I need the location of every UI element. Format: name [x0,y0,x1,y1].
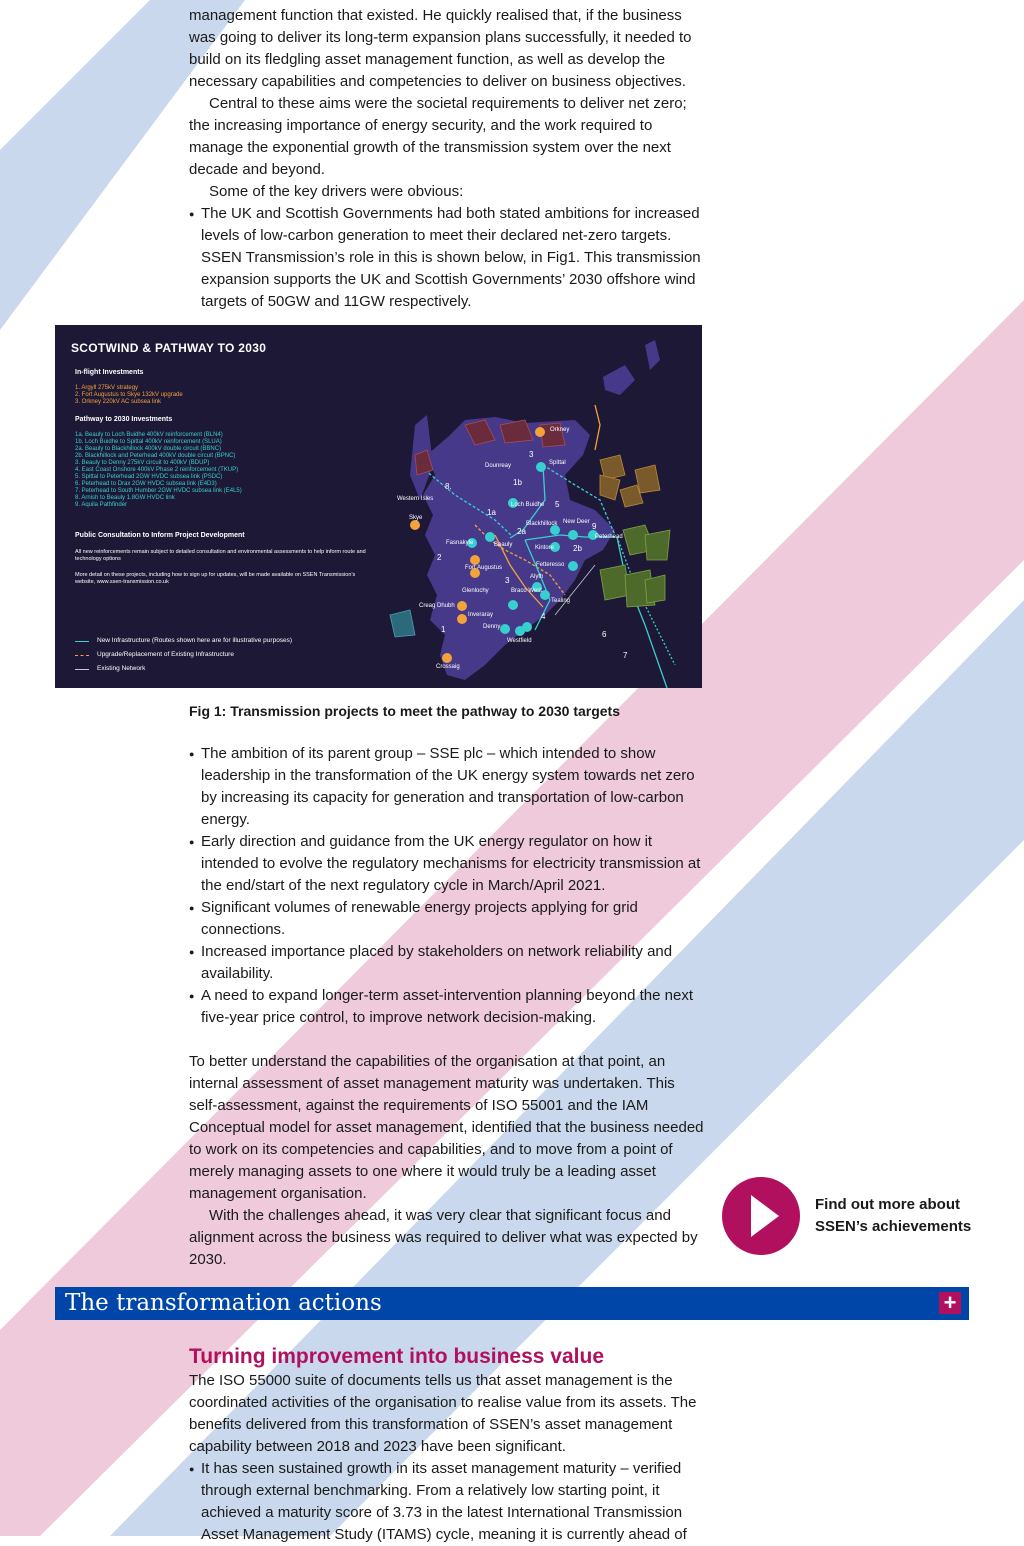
map-label-alyth: Alyth [530,574,544,580]
map-label-fetteresso: Fetteresso [536,562,565,568]
list-item: ● Significant volumes of renewable energy projects applying for grid connections. [189,897,704,941]
list-item: 7. Peterhead to South Humber 2GW HVDC subsea link (E4L5) [75,488,242,494]
map-label-dounreay: Dounreay [485,463,512,469]
route-number: 6 [602,630,607,639]
inflight-heading: In-flight Investments [75,369,144,376]
map-label-fasnakyle: Fasnakyle [446,540,474,546]
map-label-creag-dhubh: Creag Dhubh [419,603,455,609]
bullet-list-1 [189,203,704,313]
paragraph-challenges: With the challenges ahead, it was very clear that significant focus and alignment across the business was required to deliver what was expected by 2030. [189,1207,698,1268]
map-label-tealing: Tealing [551,598,571,604]
route-number: 1 [441,625,446,634]
paragraph-aims: Central to these aims were the societal requirements to deliver net zero; the increasing importance of energy security, and the work required to manage the exponential growth of the transmission system over the next decade and beyond. [189,95,687,178]
paragraph-intro: management function that existed. He quickly realised that, if the business was going to deliver its long-term expansion plans successfully, it needed to build on its fledgling asset management function, as well as develop the necessary capabilities and competencies to deliver on business objectives. [189,7,692,90]
paragraph-iso: The ISO 55000 suite of documents tells us that asset management is the coordinated activities of the organisation to realise value from its assets. The benefits delivered from this transformation of SSEN’s asset management capability between 2018 and 2023 have been significant. [189,1372,697,1455]
pathway-list [75,432,242,509]
paragraph-drivers-intro: Some of the key drivers were obvious: [209,183,464,200]
map-label-orkney: Orkney [550,427,570,433]
route-number: 1a [487,508,496,517]
map-label-peterhead: Peterhead [595,534,623,540]
legend-existing: Existing Network [97,665,146,672]
map-label-loch-buidhe: Loch Buidhe [511,502,545,508]
map-label-new-deer: New Deer [563,519,590,525]
route-number: 8. [445,482,452,491]
legend-swatch-new [75,641,89,642]
list-item: 4. East Coast Onshore 400kV Phase 2 reinforcement (TKUP) [75,467,239,473]
map-label-skye: Skye [409,515,423,521]
list-item: ● It has seen sustained growth in its asset management maturity – verified through external benchmarking. From a relatively low starting point, it achieved a maturity score of 3.73 in the latest International Transmission Asset Management Study (ITAMS) cycle, meaning it is currently ahead of [189,1458,704,1546]
drivers-list-section [189,743,704,1029]
expand-plus-button[interactable]: + [939,1292,961,1314]
list-item: ● Increased importance placed by stakeholders on network reliability and availability. [189,941,704,985]
route-number: 1b [513,478,522,487]
map-label-blackhillock: Blackhillock [526,521,558,527]
route-number: 9 [592,522,597,531]
paragraph-assessment: To better understand the capabilities of the organisation at that point, an internal assessment of asset management maturity was undertaken. This self-assessment, against the requirements of ISO 55001 and the IAM Conceptual model for asset management, identified that the business needed to work on its competencies and capabilities, and to move from a point of merely managing assets to one where it would truly be a leading asset management organisation. [189,1053,704,1202]
section-header-bar [55,1287,969,1320]
scotwind-map-figure [55,325,702,688]
list-item: 1b. Loch Buidhe to Spittal 400kV reinforcement (SLUA) [75,439,222,445]
map-label-spittal: Spittal [549,460,566,466]
route-number: 2b [573,544,582,553]
list-item: 6. Peterhead to Drax 2GW HVDC subsea link (E4D3) [75,481,217,487]
map-label-fort-augustus: Fort Augustus [465,565,503,571]
legend-new: New Infrastructure (Routes shown here are for illustrative purposes) [97,637,293,644]
figure-caption: Fig 1: Transmission projects to meet the pathway to 2030 targets [189,703,621,719]
route-number: 2 [437,553,442,562]
figure-title: SCOTWIND & PATHWAY TO 2030 [71,341,267,355]
map-label-crossaig: Crossaig [436,664,460,670]
legend-swatch-upgrade [75,655,89,656]
find-out-more-link[interactable]: Find out more about SSEN’s achievements [815,1196,972,1235]
consult-note-2: More detail on these projects, including how to sign up for updates, will be made available on SSEN Transmission’s website, www.ssen-transmission.co.uk [75,572,356,585]
list-item: ● Early direction and guidance from the UK energy regulator on how it intended to evolve the regulatory mechanisms for electricity transmission at the end/start of the next regulatory cycle in March/April 2021. [189,831,704,897]
route-number: 2a [517,527,526,536]
section-title: The transformation actions [65,1290,382,1316]
route-number: 5 [555,500,560,509]
subheading: Turning improvement into business value [189,1345,605,1368]
list-item: 5. Spittal to Peterhead 2GW HVDC subsea link (PSDC) [75,474,223,480]
route-number: 4 [541,612,546,621]
pathway-heading: Pathway to 2030 Investments [75,416,173,423]
map-label-beauly: Beauly [494,542,513,548]
bullet-list-3 [189,1458,704,1546]
list-item: 9. Aquila Pathfinder [75,502,128,508]
business-value-section [189,1344,704,1546]
legend-swatch-existing [75,669,89,670]
consult-heading: Public Consultation to Inform Project Development [75,532,245,539]
list-item: 3. Beauly to Denny 275kV circuit to 400kV (BDUP) [75,460,210,466]
list-item: 2a. Beauly to Blackhillock 400kV double circuit (BBNC) [75,446,222,452]
map-label-denny: Denny [483,624,501,630]
play-arrow-icon[interactable] [722,1177,800,1255]
list-item: 2b. Blackhillock and Peterhead 400kV double circuit (BPNC) [75,453,236,459]
list-item: ● The UK and Scottish Governments had both stated ambitions for increased levels of low-carbon generation to meet their declared net-zero targets. SSEN Transmission’s role in this is shown below, in Fig1. This transmission expansion supports the UK and Scottish Governments’ 2030 offshore wind targets of 50GW and 11GW respectively. [189,203,704,313]
intro-text [189,5,704,313]
assessment-text [189,1051,704,1271]
list-item: ● The ambition of its parent group – SSE plc – which intended to show leadership in the transformation of the UK energy system towards net zero by increasing its capacity for generation and transportation of low-carbon energy. [189,743,704,831]
list-item: 1a. Beauly to Loch Buidhe 400kV reinforcement (BLN4) [75,432,223,438]
route-number: 3 [529,450,534,459]
route-number: 3 [505,576,510,585]
legend-upgrade: Upgrade/Replacement of Existing Infrastructure [97,651,234,658]
consult-note-1: All new reinforcements remain subject to detailed consultation and environmental assessments to help inform route and technology options [75,549,366,562]
bullet-list-2 [189,743,704,1029]
map-label-kintore: Kintore [535,545,555,551]
list-item: 3. Orkney 220kV AC subsea link [75,399,162,405]
map-label-western-isles: Western Isles [397,496,434,502]
list-item: ● A need to expand longer-term asset-intervention planning beyond the next five-year price control, to improve network decision-making. [189,985,704,1029]
map-label-westfield: Westfield [507,638,532,644]
list-item: 8. Arnish to Beauly 1.8GW HVDC link [75,495,175,501]
list-item: 2. Fort Augustus to Skye 132kV upgrade [75,392,183,398]
map-label-braco-west: Braco West [511,588,542,594]
map-label-inveraray: Inveraray [468,612,494,618]
list-item: 1. Argyll 275kV strategy [75,385,139,391]
route-number: 7 [623,651,628,660]
map-label-glenlochy: Glenlochy [462,588,489,594]
inflight-list [75,385,183,406]
